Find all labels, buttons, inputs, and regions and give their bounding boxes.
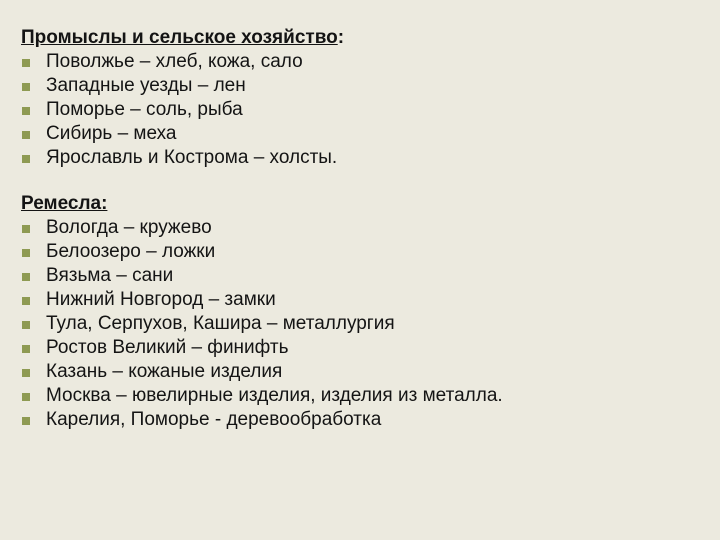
list-item-text: Тула, Серпухов, Кашира – металлургия <box>46 313 395 334</box>
list-item <box>21 50 711 74</box>
square-bullet-icon <box>22 249 30 257</box>
square-bullet-icon <box>22 417 30 425</box>
list-item-text: Нижний Новгород – замки <box>46 289 276 310</box>
list-item <box>21 384 711 408</box>
list-item-text: Сибирь – меха <box>46 123 177 144</box>
list-item <box>21 146 711 170</box>
square-bullet-icon <box>22 273 30 281</box>
list-item <box>21 98 711 122</box>
list-item-text: Казань – кожаные изделия <box>46 361 283 382</box>
square-bullet-icon <box>22 369 30 377</box>
list-item-text: Западные уезды – лен <box>46 75 246 96</box>
square-bullet-icon <box>22 297 30 305</box>
list-item <box>21 312 711 336</box>
list-item-text: Москва – ювелирные изделия, изделия из металла. <box>46 385 503 406</box>
slide-content <box>21 26 711 432</box>
list-item <box>21 122 711 146</box>
section-heading-handicrafts <box>21 192 711 216</box>
list-item <box>21 216 711 240</box>
list-item <box>21 336 711 360</box>
list-item <box>21 360 711 384</box>
square-bullet-icon <box>22 107 30 115</box>
list-item-text: Белоозеро – ложки <box>46 241 216 262</box>
list-item-text: Вязьма – сани <box>46 265 174 286</box>
list-item <box>21 264 711 288</box>
square-bullet-icon <box>22 131 30 139</box>
section-heading-crafts-agriculture <box>21 26 711 50</box>
list-item <box>21 288 711 312</box>
section-heading-colon: : <box>337 27 345 48</box>
square-bullet-icon <box>22 393 30 401</box>
list-item-text: Поморье – соль, рыба <box>46 99 243 120</box>
list-item <box>21 408 711 432</box>
square-bullet-icon <box>22 225 30 233</box>
list-handicrafts <box>21 216 711 432</box>
list-item-text: Поволжье – хлеб, кожа, сало <box>46 51 303 72</box>
list-item <box>21 74 711 98</box>
list-item-text: Ростов Великий – финифть <box>46 337 289 358</box>
section-spacer <box>21 170 711 192</box>
square-bullet-icon <box>22 59 30 67</box>
list-item <box>21 240 711 264</box>
square-bullet-icon <box>22 321 30 329</box>
section-heading-text: Промыслы и сельское хозяйство <box>21 27 338 48</box>
list-item-text: Ярославль и Кострома – холсты. <box>46 147 338 168</box>
section-heading-text: Ремесла: <box>21 193 108 214</box>
square-bullet-icon <box>22 345 30 353</box>
list-crafts-agriculture <box>21 50 711 170</box>
square-bullet-icon <box>22 83 30 91</box>
square-bullet-icon <box>22 155 30 163</box>
list-item-text: Вологда – кружево <box>46 217 212 238</box>
list-item-text: Карелия, Поморье - деревообработка <box>46 409 382 430</box>
